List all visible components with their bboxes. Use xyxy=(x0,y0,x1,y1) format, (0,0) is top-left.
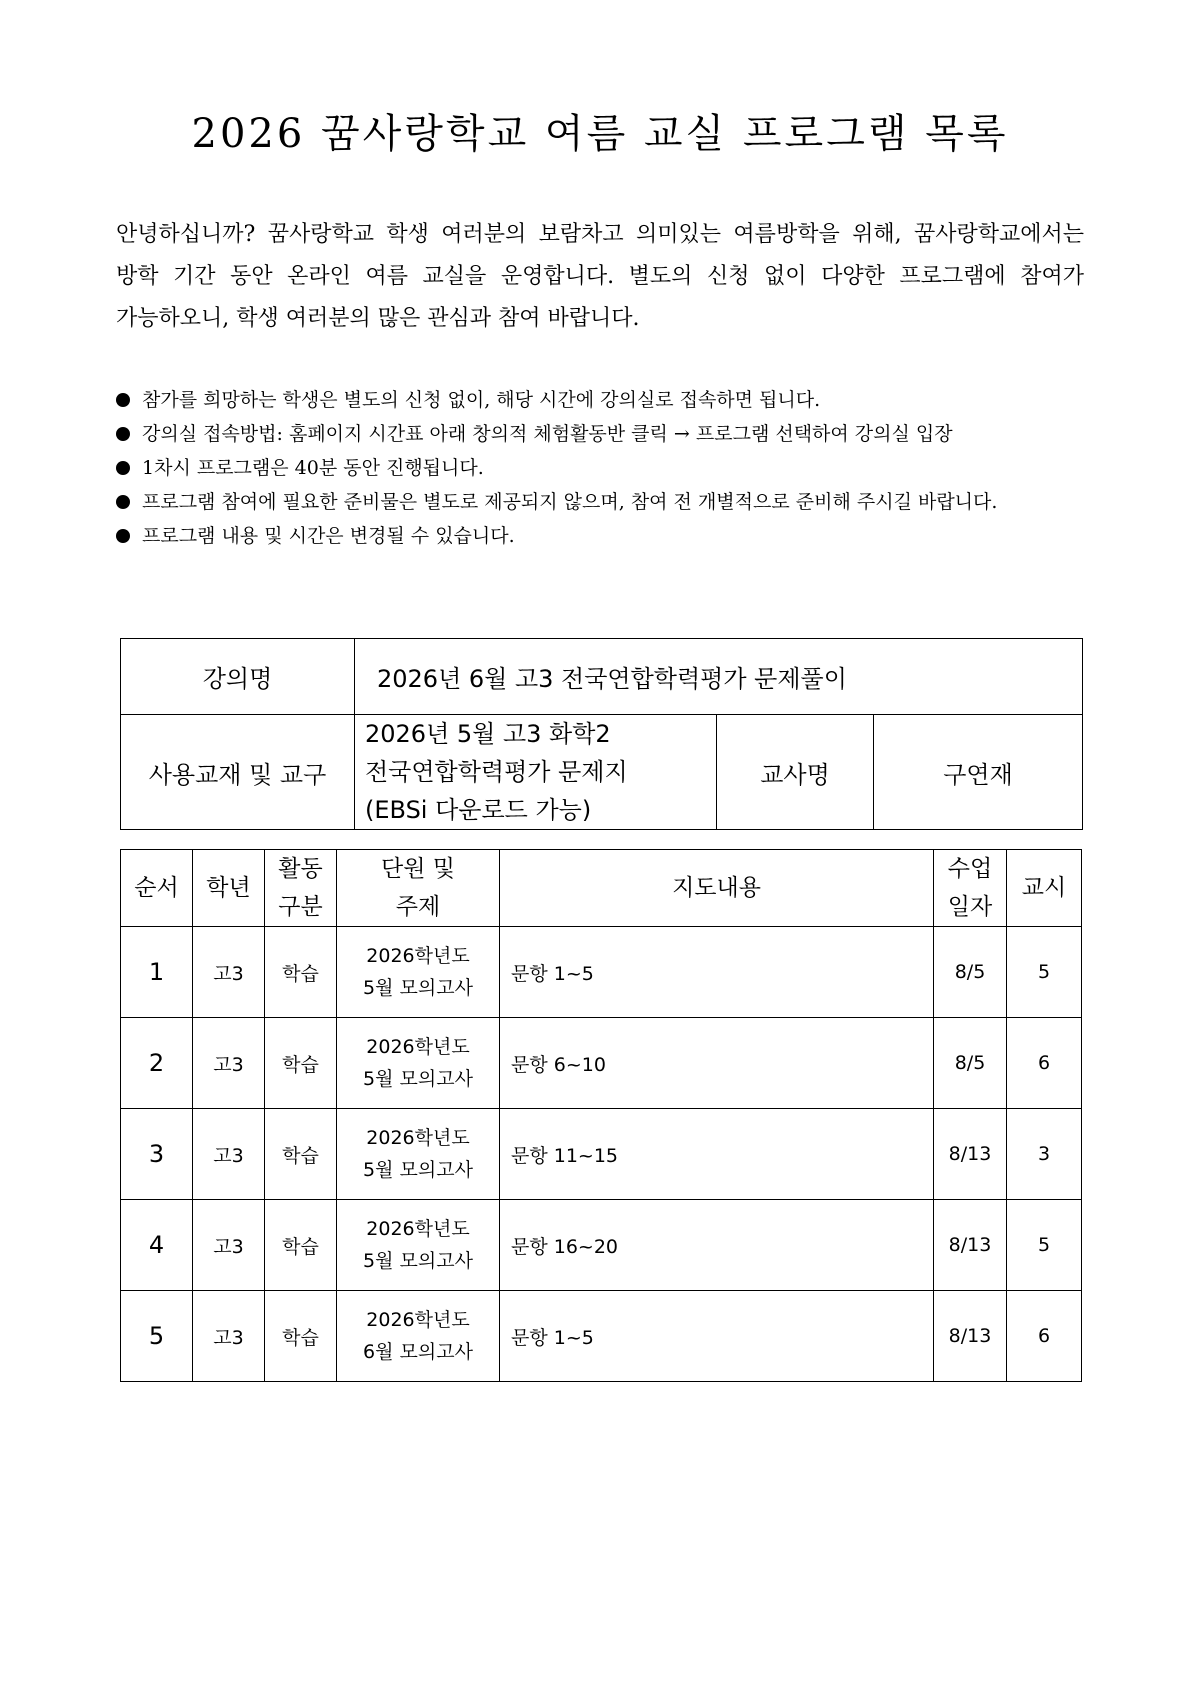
cell-content: 문항 6~10 xyxy=(500,1018,934,1109)
cell-period: 6 xyxy=(1007,1291,1082,1382)
cell-order: 3 xyxy=(121,1109,193,1200)
course-info-table xyxy=(120,638,1083,830)
cell-period: 5 xyxy=(1007,1200,1082,1291)
cell-grade: 고3 xyxy=(193,1200,265,1291)
header-unit xyxy=(337,850,500,927)
intro-paragraph: 안녕하십니까? 꿈사랑학교 학생 여러분의 보람차고 의미있는 여름방학을 위해, 꿈사랑학교에서는 방학 기간 동안 온라인 여름 교실을 운영합니다. 별도의 신청 없이 다양한 프로그램에 참여가 가능하오니, 학생 여러분의 많은 관심과 참여 바랍니다. xyxy=(116,222,1084,331)
cell-activity: 학습 xyxy=(265,1109,337,1200)
page-title: 2026 꿈사랑학교 여름 교실 프로그램 목록 xyxy=(191,111,1009,157)
materials-line: (EBSi 다운로드 가능) xyxy=(365,796,592,824)
cell-unit-line: 6월 모의고사 xyxy=(363,1341,473,1363)
cell-grade: 고3 xyxy=(193,1109,265,1200)
cell-unit xyxy=(337,1291,500,1382)
notice-item xyxy=(116,519,1086,553)
cell-date: 8/13 xyxy=(934,1200,1007,1291)
cell-period: 6 xyxy=(1007,1018,1082,1109)
cell-unit-line: 2026학년도 xyxy=(366,1127,470,1149)
notice-item xyxy=(116,451,1086,485)
cell-unit xyxy=(337,1109,500,1200)
cell-content: 문항 11~15 xyxy=(500,1109,934,1200)
cell-date: 8/13 xyxy=(934,1109,1007,1200)
cell-content: 문항 16~20 xyxy=(500,1200,934,1291)
header-activity-line: 활동 xyxy=(278,856,323,882)
cell-unit-line: 5월 모의고사 xyxy=(363,1068,473,1090)
cell-activity: 학습 xyxy=(265,927,337,1018)
cell-order: 4 xyxy=(121,1200,193,1291)
bullet-icon xyxy=(116,427,130,441)
cell-date: 8/5 xyxy=(934,927,1007,1018)
materials-line: 2026년 5월 고3 화학2 xyxy=(365,720,611,748)
cell-period: 5 xyxy=(1007,927,1082,1018)
materials-line: 전국연합학력평가 문제지 xyxy=(365,758,628,786)
cell-period: 3 xyxy=(1007,1109,1082,1200)
cell-unit xyxy=(337,1200,500,1291)
cell-grade: 고3 xyxy=(193,927,265,1018)
notice-item xyxy=(116,383,1086,417)
header-date xyxy=(934,850,1007,927)
teacher-label: 교사명 xyxy=(717,715,874,830)
table-header-row xyxy=(121,850,1082,927)
table-row xyxy=(121,927,1082,1018)
table-row xyxy=(121,1109,1082,1200)
cell-order: 2 xyxy=(121,1018,193,1109)
table-row xyxy=(121,1200,1082,1291)
header-date-line: 일자 xyxy=(947,894,993,920)
cell-grade: 고3 xyxy=(193,1291,265,1382)
header-period: 교시 xyxy=(1007,850,1082,927)
header-date-line: 수업 xyxy=(947,856,993,882)
notice-text: 프로그램 내용 및 시간은 변경될 수 있습니다. xyxy=(142,525,515,547)
cell-activity: 학습 xyxy=(265,1200,337,1291)
schedule-table xyxy=(120,849,1082,1382)
header-content: 지도내용 xyxy=(500,850,934,927)
notice-list xyxy=(116,383,1086,553)
cell-order: 1 xyxy=(121,927,193,1018)
cell-date: 8/13 xyxy=(934,1291,1007,1382)
cell-content: 문항 1~5 xyxy=(500,1291,934,1382)
bullet-icon xyxy=(116,529,130,543)
notice-text: 프로그램 참여에 필요한 준비물은 별도로 제공되지 않으며, 참여 전 개별적으로 준비해 주시길 바랍니다. xyxy=(142,491,998,513)
cell-unit-line: 2026학년도 xyxy=(366,1218,470,1240)
bullet-icon xyxy=(116,495,130,509)
cell-order: 5 xyxy=(121,1291,193,1382)
header-activity xyxy=(265,850,337,927)
table-row xyxy=(121,1018,1082,1109)
notice-item xyxy=(116,485,1086,519)
notice-text: 1차시 프로그램은 40분 동안 진행됩니다. xyxy=(142,457,484,479)
notice-item xyxy=(116,417,1086,451)
course-name-row xyxy=(121,639,1083,715)
cell-date: 8/5 xyxy=(934,1018,1007,1109)
table-row xyxy=(121,1291,1082,1382)
cell-unit xyxy=(337,1018,500,1109)
course-name-label: 강의명 xyxy=(121,639,355,715)
header-activity-line: 구분 xyxy=(278,894,323,920)
bullet-icon xyxy=(116,393,130,407)
materials-row xyxy=(121,715,1083,830)
cell-grade: 고3 xyxy=(193,1018,265,1109)
cell-unit-line: 5월 모의고사 xyxy=(363,1159,473,1181)
cell-unit-line: 2026학년도 xyxy=(366,1036,470,1058)
cell-unit-line: 5월 모의고사 xyxy=(363,977,473,999)
header-grade: 학년 xyxy=(193,850,265,927)
cell-content: 문항 1~5 xyxy=(500,927,934,1018)
bullet-icon xyxy=(116,461,130,475)
materials-label: 사용교재 및 교구 xyxy=(121,715,355,830)
course-name-value: 2026년 6월 고3 전국연합학력평가 문제풀이 xyxy=(355,639,1083,715)
materials-value xyxy=(355,715,717,830)
cell-unit xyxy=(337,927,500,1018)
cell-activity: 학습 xyxy=(265,1291,337,1382)
header-unit-line: 단원 및 xyxy=(381,856,455,882)
notice-text: 강의실 접속방법: 홈페이지 시간표 아래 창의적 체험활동반 클릭 → 프로그램 선택하여 강의실 입장 xyxy=(142,423,953,445)
cell-unit-line: 2026학년도 xyxy=(366,1309,470,1331)
notice-text: 참가를 희망하는 학생은 별도의 신청 없이, 해당 시간에 강의실로 접속하면 됩니다. xyxy=(142,389,821,411)
teacher-name: 구연재 xyxy=(874,715,1083,830)
header-unit-line: 주제 xyxy=(395,894,441,920)
header-order: 순서 xyxy=(121,850,193,927)
cell-unit-line: 2026학년도 xyxy=(366,945,470,967)
cell-unit-line: 5월 모의고사 xyxy=(363,1250,473,1272)
cell-activity: 학습 xyxy=(265,1018,337,1109)
